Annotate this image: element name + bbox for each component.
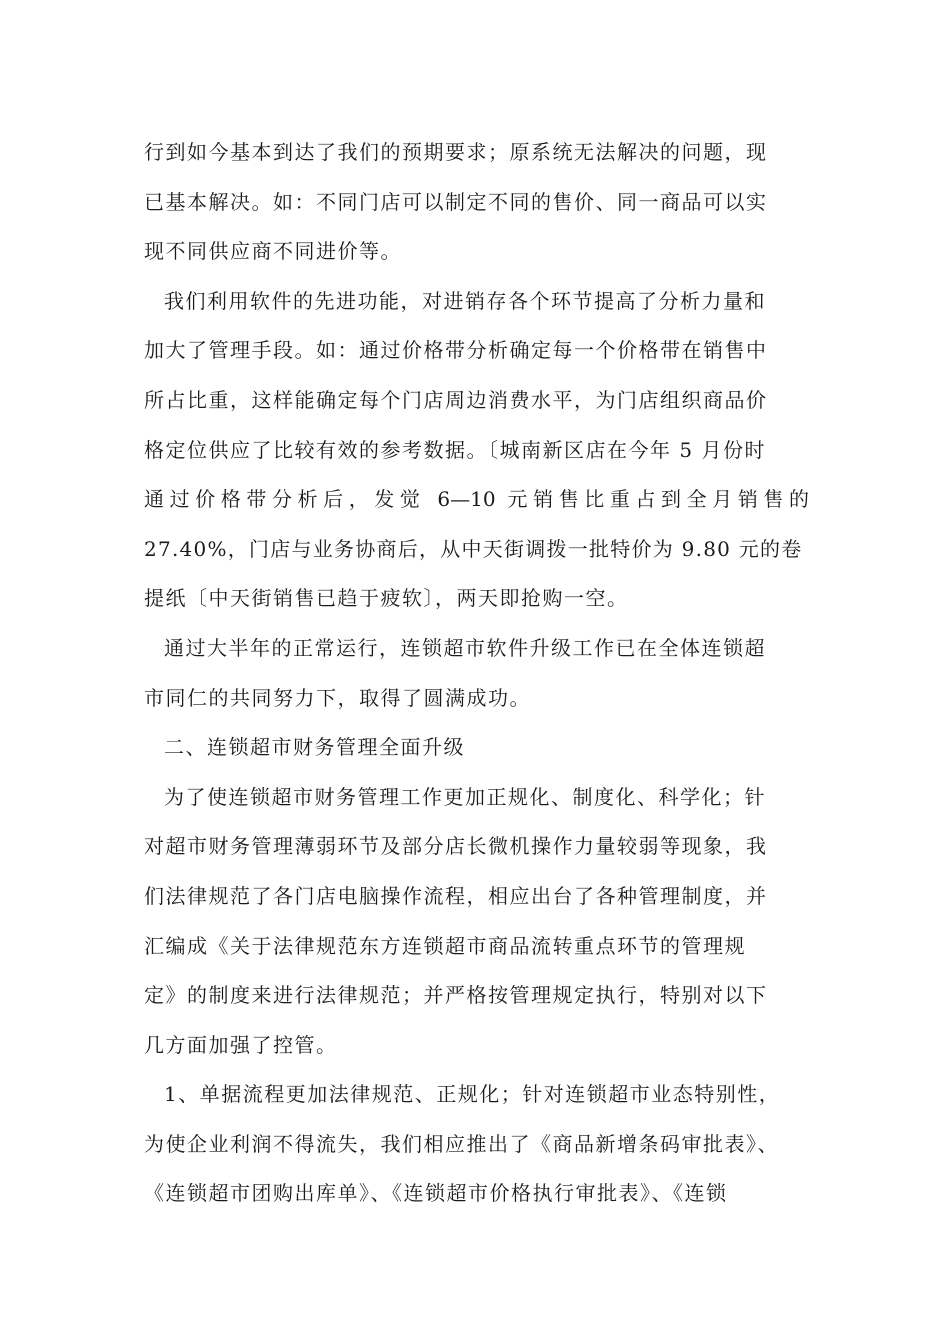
paragraph-start-line: 1、单据流程更加法律规范、正规化；针对连锁超市业态特别性，: [164, 1082, 781, 1107]
text-line: 所占比重，这样能确定每个门店周边消费水平，为门店组织商品价: [144, 387, 768, 412]
text-line: 定》的制度来进行法律规范；并严格按管理规定执行，特别对以下: [144, 983, 768, 1008]
text-line: 提纸〔中天街销售已趋于疲软〕，两天即抢购一空。: [144, 586, 629, 611]
paragraph-start-line: 通过大半年的正常运行，连锁超市软件升级工作已在全体连锁超: [164, 635, 766, 660]
paragraph-start-line: 我们利用软件的先进功能，对进销存各个环节提高了分析力量和: [164, 288, 766, 313]
text-line: 《连锁超市团购出库单》、《连锁超市价格执行审批表》、《连锁: [144, 1181, 728, 1206]
text-line: 对超市财务管理薄弱环节及部分店长微机操作力量较弱等现象，我: [144, 834, 768, 859]
text-line: 通过价格带分析后，发觉 6—10 元销售比重占到全月销售的: [144, 487, 809, 512]
text-line: 们法律规范了各门店电脑操作流程，相应出台了各种管理制度，并: [144, 883, 768, 908]
text-line: 几方面加强了控管。: [144, 1032, 338, 1057]
text-line: 市同仁的共同努力下，取得了圆满成功。: [144, 685, 531, 710]
text-line: 汇编成《关于法律规范东方连锁超市商品流转重点环节的管理规: [144, 933, 746, 958]
paragraph-start-line: 为了使连锁超市财务管理工作更加正规化、制度化、科学化；针: [164, 784, 766, 809]
text-line: 加大了管理手段。如：通过价格带分析确定每一个价格带在销售中: [144, 338, 768, 363]
text-line: 27.40%，门店与业务协商后，从中天街调拨一批特价为 9.80 元的卷: [144, 536, 803, 561]
text-line: 现不同供应商不同进价等。: [144, 239, 402, 264]
text-line: 行到如今基本到达了我们的预期要求；原系统无法解决的问题，现: [144, 140, 768, 164]
document-body: [144, 128, 809, 1219]
section-heading: 二、连锁超市财务管理全面升级: [164, 735, 465, 760]
text-line: 格定位供应了比较有效的参考数据。〔城南新区店在今年 5 月份时: [144, 437, 766, 462]
text-line: 为使企业利润不得流失，我们相应推出了《商品新增条码审批表》、: [144, 1131, 779, 1156]
text-line: 已基本解决。如：不同门店可以制定不同的售价、同一商品可以实: [144, 189, 768, 214]
